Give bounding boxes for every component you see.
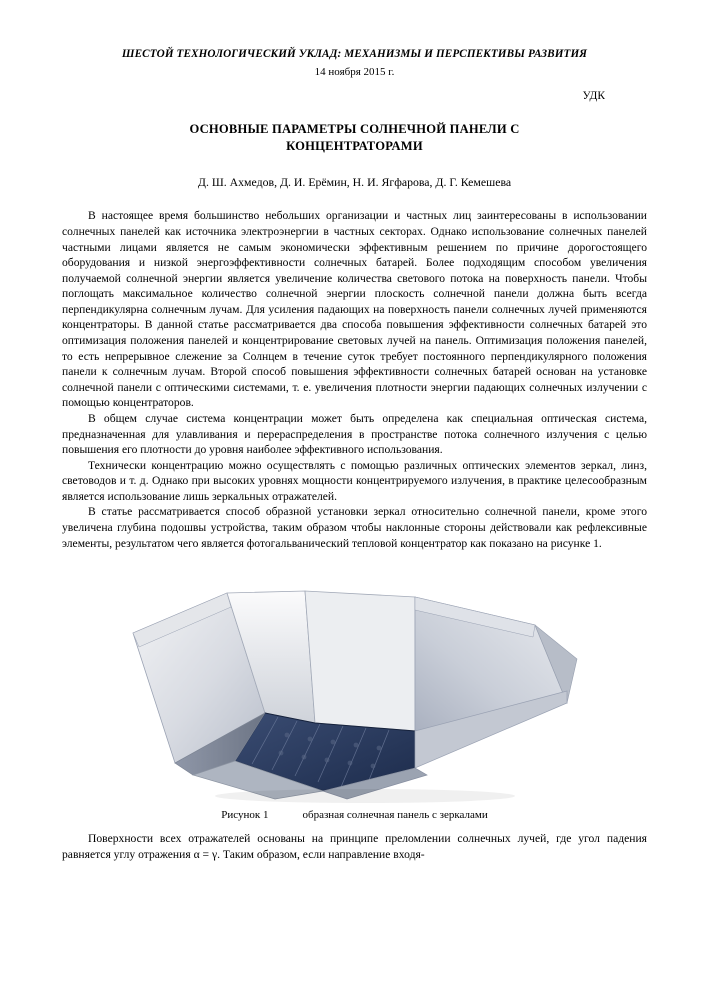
paragraph: Технически концентрацию можно осуществлять с помощью различных оптических элементов зеркал, линз, световодов и т. д. Однако при высоких уровнях мощности концентрируемого излучения, в практике целесообразным является использование лишь зеркальных отражателей. (62, 458, 647, 503)
solar-panel-illustration (115, 563, 595, 803)
publication-date: 14 ноября 2015 г. (314, 66, 395, 79)
figure-caption (62, 809, 647, 821)
figure-caption-label: Рисунок 1 (221, 809, 269, 822)
figure-caption-text: образная солнечная панель с зеркалами (302, 809, 488, 822)
paragraph: В настоящее время большинство небольших организации и частных лиц заинтересованы в использовании солнечных панелей как источника электроэнергии в частных секторах. Однако использование солнечных панелей частными лицами является не самым экономически эффективным решением по причине дорогостоящего оборудования и низкой энергоэффективности солнечных батарей. Более подходящим способом увеличения получаемой солнечной энергии является увеличение количества светового потока на поверхность панели. Чтобы поглощать максимальное количество солнечной энергии плоскость солнечной панели должна быть всегда перпендикулярна солнечным лучам. Для усиления падающих на поверхность панели солнечных лучей применяются концентраторы. В данной статье рассматривается два способа повышения эффективности солнечных батарей это оптимизация положения панелей и концентрирование световых лучей на панель. Оптимизация положения панелей, то есть непрерывное слежение за Солнцем в течение суток требует постоянного перпендикулярного положения панели к солнечным лучам. Второй способ повышения эффективности солнечных батарей основан на установке солнечной панели с оптическими системами, т. е. увеличения плотности энергии падающих солнечных излучении с помощью концентраторов. (62, 209, 647, 410)
paragraph: В статье рассматривается способ образной установки зеркал относительно солнечной панели, кроме этого увеличена глубина подошвы устройства, таким образом чтобы наклонные стороны действовали как рефлексивные элементы, результатом чего является фотогальванический тепловой концентратор как показано на рисунке 1. (62, 505, 647, 550)
running-head: ШЕСТОЙ ТЕХНОЛОГИЧЕСКИЙ УКЛАД: МЕХАНИЗМЫ И ПЕРСПЕКТИВЫ РАЗВИТИЯ (121, 48, 588, 60)
page-title: ОСНОВНЫЕ ПАРАМЕТРЫ СОЛНЕЧНОЙ ПАНЕЛИ С КОНЦЕНТРАТОРАМИ (189, 122, 520, 154)
authors-line: Д. Ш. Ахмедов, Д. И. Ерёмин, Н. И. Ягфарова, Д. Г. Кемешева (197, 175, 512, 190)
paragraph: Поверхности всех отражателей основаны на принципе преломлении солнечных лучей, где угол падения равняется углу отражения α = γ. Таким образом, если направление входя- (62, 832, 647, 861)
udc-label: УДК (582, 90, 605, 103)
article-body-continued (62, 831, 647, 862)
article-body (62, 208, 647, 551)
figure-solar-panel-with-mirrors (62, 563, 647, 803)
paragraph: В общем случае система концентрации может быть определена как специальная оптическая система, предназначенная для улавливания и перераспределения в пространстве потока солнечного излучения с целью повышения его плотности до уровня наиболее эффективного использования. (62, 411, 647, 457)
